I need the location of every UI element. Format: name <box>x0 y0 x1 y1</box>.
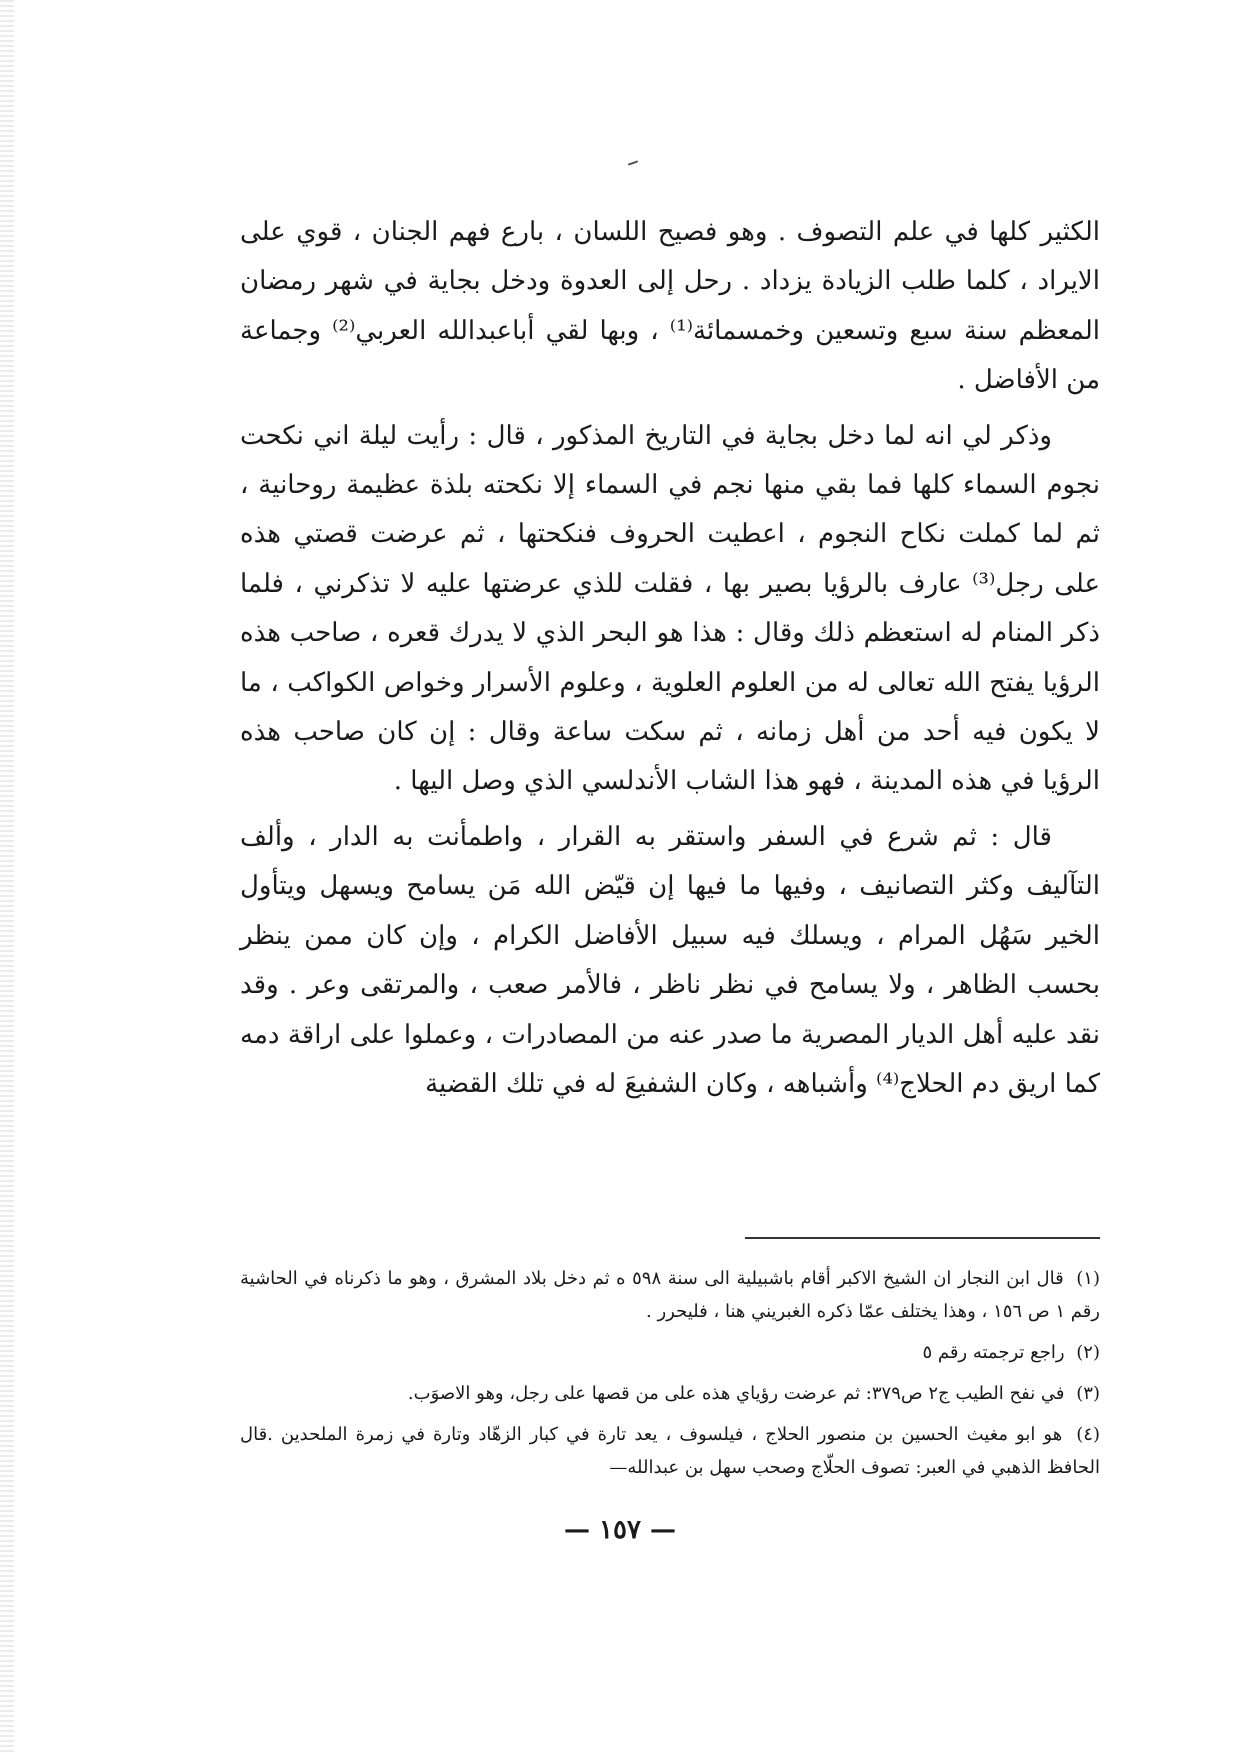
page-number: — ١٥٧ — <box>563 1515 677 1545</box>
body-text <box>240 208 1100 1109</box>
footnote-number: (٢) <box>1076 1342 1100 1363</box>
scan-edge <box>0 0 14 1754</box>
stray-mark <box>628 160 638 165</box>
footnote-text: راجع ترجمته رقم ٥ <box>922 1342 1065 1363</box>
page-body <box>240 208 1100 1115</box>
paragraph-1: الكثير كلها في علم التصوف . وهو فصيح اللسان ، بارع فهم الجنان ، قوي على الايراد ، كلما طلب الزيادة يزداد . رحل إلى العدوة ودخل بجاية في شهر رمضان المعظم سنة سبع وتسعين وخمسمائة⁽¹⁾ ، وبها لقي أباعبدالله العربي⁽²⁾ وجماعة من الأفاضل . <box>240 217 1101 396</box>
footnotes <box>240 1262 1100 1492</box>
footnote-number: (١) <box>1076 1268 1100 1289</box>
footnote-2 <box>240 1336 1100 1369</box>
footnote-4 <box>240 1418 1100 1484</box>
footnote-text: في نفح الطيب ج٢ ص٣٧٩: ثم عرضت رؤياي هذه على من قصها على رجل، وهو الاصوَب. <box>407 1383 1065 1404</box>
footnote-text: هو ابو مغيث الحسين بن منصور الحلاج ، فيلسوف ، يعد تارة في كبار الزهّاد وتارة في زمرة الملحدين .قال الحافظ الذهبي في العبر: تصوف الحلّاج وصحب سهل بن عبدالله— <box>240 1424 1100 1478</box>
footnote-number: (٤) <box>1076 1424 1100 1445</box>
footnote-number: (٣) <box>1076 1383 1100 1404</box>
paragraph-3: قال : ثم شرع في السفر واستقر به القرار ، واطمأنت به الدار ، وألف التآليف وكثر التصانيف ، وفيها ما فيها إن قيّض الله مَن يسامح ويسهل ويتأول الخير سَهُل المرام ، ويسلك فيه سبيل الأفاضل الكرام ، وإن كان ممن ينظر بحسب الظاهر ، ولا يسامح في نظر ناظر ، فالأمر صعب ، والمرتقى وعر . وقد نقد عليه أهل الديار المصرية ما صدر عنه من المصادرات ، وعملوا على اراقة دمه كما اريق دم الحلاج⁽⁴⁾ وأشباهه ، وكان الشفيعَ له في تلك القضية <box>240 821 1100 1099</box>
paragraph-2: وذكر لي انه لما دخل بجاية في التاريخ المذكور ، قال : رأيت ليلة اني نكحت نجوم السماء كلها فما بقي منها نجم في السماء إلا نكحته بلذة عظيمة روحانية ، ثم لما كملت نكاح النجوم ، اعطيت الحروف فنكحتها ، ثم عرضت قصتي هذه على رجل⁽³⁾ عارف بالرؤيا بصير بها ، فقلت للذي عرضتها عليه لا تذكرني ، فلما ذكر المنام له استعظم ذلك وقال : هذا هو البحر الذي لا يدرك قعره ، صاحب هذه الرؤيا يفتح الله تعالى له من العلوم العلوية ، وعلوم الأسرار وخواص الكواكب ، ما لا يكون فيه أحد من أهل زمانه ، ثم سكت ساعة وقال : إن كان صاحب هذه الرؤيا في هذه المدينة ، فهو هذا الشاب الأندلسي الذي وصل اليها . <box>240 420 1101 797</box>
footnote-separator <box>745 1237 1100 1239</box>
footnote-3 <box>240 1377 1100 1410</box>
footnote-1 <box>240 1262 1100 1328</box>
footnote-text: قال ابن النجار ان الشيخ الاكبر أقام باشبيلية الى سنة ٥٩٨ ه ثم دخل بلاد المشرق ، وهو ما ذكرناه في الحاشية رقم ١ ص ١٥٦ ، وهذا يختلف عمّا ذكره الغبريني هنا ، فليحرر . <box>240 1268 1100 1322</box>
